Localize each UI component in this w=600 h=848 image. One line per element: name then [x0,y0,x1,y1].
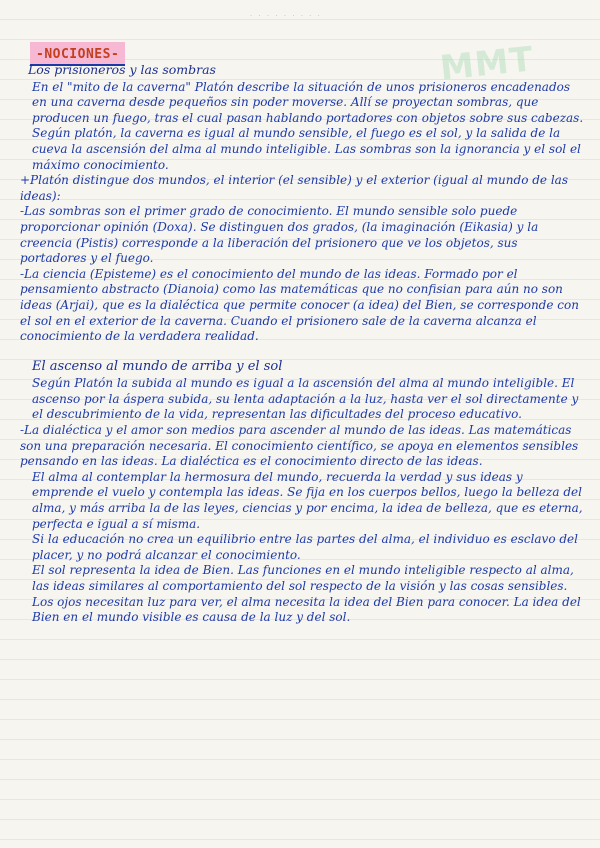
paragraph-beauty: El alma al contemplar la hermosura del mundo, recuerda la verdad y sus ideas y emprende el vuelo y contempla las ideas. Se fija en los cuerpos bellos, luego la belleza del alma, y más arriba la de las leyes, ciencias y por encima, la idea de belleza, que es eterna, perfecta e igual a sí misma. [32,469,583,531]
handwritten-notes [18,62,584,626]
paragraph-dialectic: -La dialéctica y el amor son medios para ascender al mundo de las ideas. Las matemáticas son una preparación necesaria. El conocimiento científico, se apoya en elementos sensibles pensando en las ideas. La dialéctica es el conocimiento directo de las ideas. [20,423,579,469]
paragraph-education: Si la educación no crea un equilibrio entre las partes del alma, el individuo es esclavo del placer, y no podrá alcanzar el conocimiento. [32,532,578,562]
page-title: -NOCIONES- [36,47,120,62]
paragraph-intro: En el "mito de la caverna" Platón describe la situación de unos prisioneros encadenados en una caverna desde pequeños sin poder moverse. Allí se proyectan sombras, que producen un fuego, tras el cual pasan hablando portadores con objetos sobre sus cabezas. Según platón, la caverna es igual al mundo sensible, el fuego es el sol, y la salida de la cueva la ascensión del alma al mundo inteligible. Las sombras son la ignorancia y el sol el máximo conocimiento. [32,79,584,172]
section-title-ascent: El ascenso al mundo de arriba y el sol [32,358,283,374]
page-header-mark: · · · · · · · · · [250,12,322,20]
paragraph-ascent: Según Platón la subida al mundo es igual a la ascensión del alma al mundo inteligible. El ascenso por la áspera subida, su lenta adaptación a la luz, hasta ver el sol directamente y el descubrimiento de la vida, representan las dificultades del proceso educativo. [32,376,579,422]
paragraph-two-worlds: +Platón distingue dos mundos, el interior (el sensible) y el exterior (igual al mundo de las ideas): [20,173,568,203]
paragraph-shadows: -Las sombras son el primer grado de conocimiento. El mundo sensible solo puede proporcionar opinión (Doxa). Se distinguen dos grados, (la imaginación (Eikasia) y la creencia (Pistis) corresponde a la liberación del prisionero que ve los objetos, sus portadores y el fuego. [20,204,539,266]
watermark-logo: MMT [438,39,536,89]
subtitle: Los prisioneros y las sombras [28,62,216,77]
paragraph-sun: El sol representa la idea de Bien. Las funciones en el mundo inteligible respecto al alma, las ideas similares al comportamiento del sol respecto de la visión y las cosas sensibles. Los ojos necesitan luz para ver, el alma necesita la idea del Bien para conocer. La idea del Bien en el mundo visible es causa de la luz y del sol. [32,563,581,625]
paragraph-science: -La ciencia (Episteme) es el conocimiento del mundo de las ideas. Formado por el pensamiento abstracto (Dianoia) como las matemáticas que no confisian para aún no son ideas (Arjai), que es la dialéctica que permite conocer (a idea) del Bien, se corresponde con el sol en el exterior de la caverna. Cuando el prisionero sale de la caverna alcanza el conocimiento de la verdadera realidad. [20,266,579,344]
